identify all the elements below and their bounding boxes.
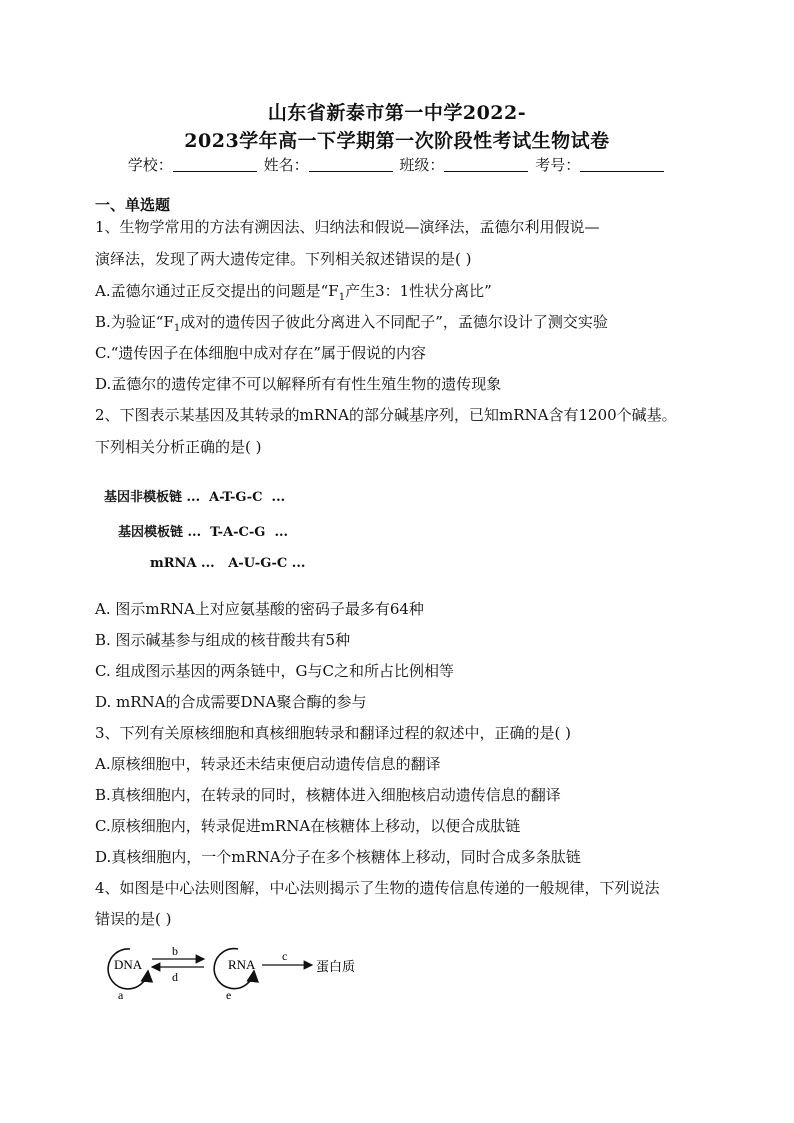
label-c: c — [282, 949, 288, 963]
protein-label: 蛋白质 — [316, 960, 356, 975]
q3-option-d: D.真核细胞内，一个mRNA分子在多个核糖体上移动，同时合成多条肽链 — [95, 848, 581, 866]
dna-label: DNA — [114, 957, 143, 972]
page-title-line1: 山东省新泰市第一中学2022- — [267, 102, 527, 124]
rna-label: RNA — [228, 957, 256, 972]
sequence-nontemplate-strand: 基因非模板链 ... A-T-G-C ... — [104, 490, 286, 505]
q4-stem-line1: 4、如图是中心法则图解，中心法则揭示了生物的遗传信息传递的一般规律，下列说法 — [95, 879, 660, 897]
class-label: 班级： — [399, 156, 445, 174]
q2-option-c: C. 组成图示基因的两条链中，G与C之和所占比例相等 — [95, 662, 454, 680]
q2-option-a: A. 图示mRNA上对应氨基酸的密码子最多有64种 — [95, 600, 424, 618]
q3-stem: 3、下列有关原核细胞和真核细胞转录和翻译过程的叙述中，正确的是( ) — [95, 724, 572, 742]
school-blank — [173, 157, 257, 172]
sequence-mrna: mRNA ... A-U-G-C ... — [150, 556, 306, 571]
q2-option-d: D. mRNA的合成需要DNA聚合酶的参与 — [95, 693, 367, 711]
name-blank — [309, 157, 393, 172]
q1-stem-line1: 1、生物学常用的方法有溯因法、归纳法和假说—演绎法，孟德尔利用假说— — [95, 218, 600, 236]
sequence-template-strand: 基因模板链 ... T-A-C-G ... — [118, 525, 289, 540]
label-a: a — [118, 988, 124, 1002]
class-blank — [444, 157, 528, 172]
q1-option-a: A.孟德尔通过正反交提出的问题是“$F_1$产生3：1性状分离比” — [95, 282, 492, 303]
q1-stem-line2: 演绎法，发现了两大遗传定律。下列相关叙述错误的是( ) — [95, 250, 472, 268]
section-heading: 一、单选题 — [95, 196, 171, 214]
q1-option-d: D.孟德尔的遗传定律不可以解释所有有性生殖生物的遗传现象 — [95, 375, 502, 393]
q2-stem-line2: 下列相关分析正确的是( ) — [95, 438, 262, 456]
student-info-row — [0, 154, 794, 175]
q4-stem-line2: 错误的是( ) — [95, 910, 172, 928]
q3-option-a: A.原核细胞中，转录还未结束便启动遗传信息的翻译 — [95, 755, 441, 773]
label-e: e — [226, 988, 232, 1002]
school-label: 学校： — [127, 156, 173, 174]
q1-option-c: C.“遗传因子在体细胞中成对存在”属于假说的内容 — [95, 344, 427, 362]
label-d: d — [172, 970, 178, 984]
q1-option-b: B.为验证“$F_1$成对的遗传因子彼此分离进入不同配子”，孟德尔设计了测交实验 — [95, 313, 608, 334]
label-b: b — [172, 944, 178, 958]
name-label: 姓名： — [263, 156, 309, 174]
central-dogma-diagram — [90, 935, 390, 1005]
q3-option-b: B.真核细胞内，在转录的同时，核糖体进入细胞核启动遗传信息的翻译 — [95, 786, 561, 804]
page-title-line2: 2023学年高一下学期第一次阶段性考试生物试卷 — [184, 130, 610, 152]
q2-stem-line1: 2、下图表示某基因及其转录的mRNA的部分碱基序列，已知mRNA含有1200个碱基。 — [95, 406, 677, 424]
exam-number-blank — [580, 157, 664, 172]
q3-option-c: C.原核细胞内，转录促进mRNA在核糖体上移动，以便合成肽链 — [95, 817, 521, 835]
q2-option-b: B. 图示碱基参与组成的核苷酸共有5种 — [95, 631, 351, 649]
exam-number-label: 考号： — [535, 156, 581, 174]
